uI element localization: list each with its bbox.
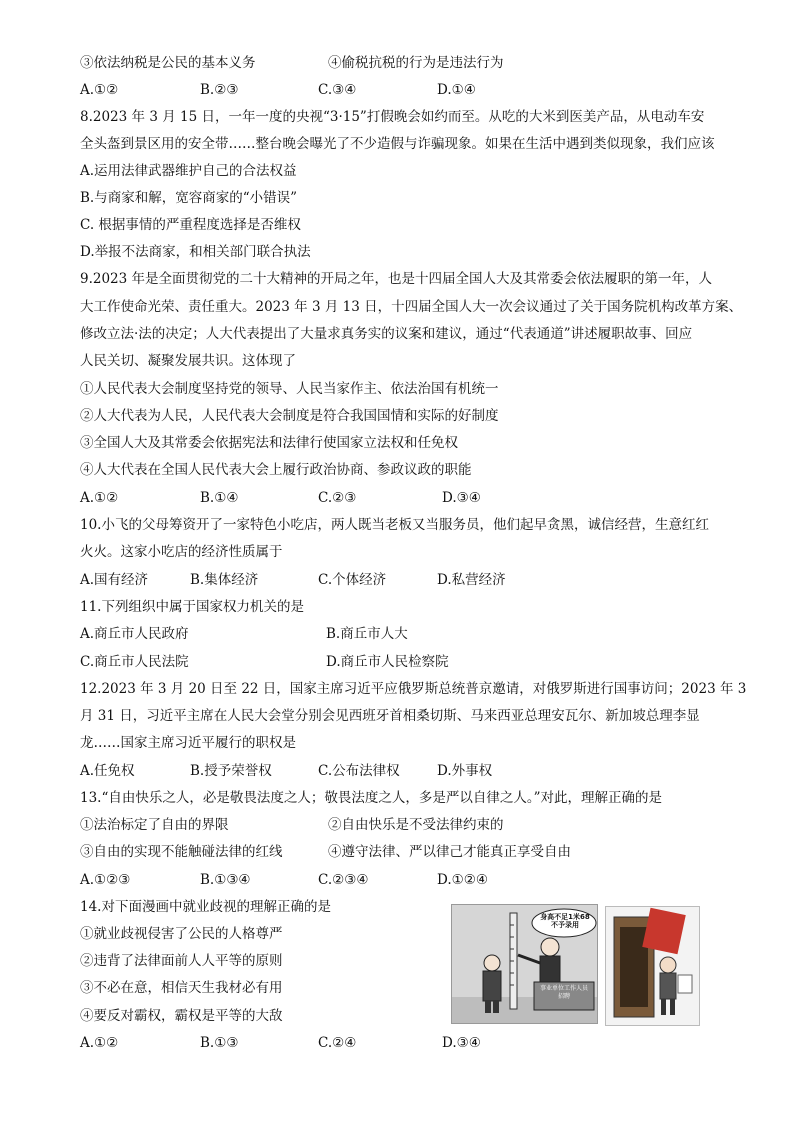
q7-option-b: B.②③ [200,82,239,98]
q10-option-a: A.国有经济 [80,572,149,588]
q10-option-c: C.个体经济 [318,572,387,588]
q7-statement-4: ④偷税抗税的行为是违法行为 [328,55,504,71]
q14-option-a: A.①② [80,1035,119,1051]
q9-statement-3: ③全国人大及其常委会依据宪法和法律行使国家立法权和任免权 [80,435,458,451]
q8-option-c: C. 根据事情的严重程度选择是否维权 [80,217,301,233]
q8-option-d: D.举报不法商家，和相关部门联合执法 [80,244,311,260]
q8-stem-line-1: 8.2023 年 3 月 15 日，一年一度的央视“3·15”打假晚会如约而至。从吃的大米到医美产品，从电动车安 [80,109,705,125]
cartoon-speech-text: 身高不足1米68 不予录用 [540,913,590,929]
q9-stem-line-1: 9.2023 年是全面贯彻党的二十大精神的开局之年，也是十四届全国人大及其常委会依法履职的第一年，人 [80,271,713,287]
q8-stem-line-2: 全头盔到景区用的安全带……整台晚会曝光了不少造假与诈骗现象。如果在生活中遇到类似现象，我们应该 [80,136,715,152]
cartoon-2-illustration [606,907,699,1025]
q13-option-a: A.①②③ [80,872,131,888]
cartoon-desk-sign: 事业单位工作人员 招聘 [539,985,588,1000]
q9-stem-line-2: 大工作使命光荣、责任重大。2023 年 3 月 13 日，十四届全国人大一次会议通过了关于国务院机构改革方案、 [80,299,743,315]
q11-option-c: C.商丘市人民法院 [80,654,189,670]
q11-stem: 11.下列组织中属于国家权力机关的是 [80,599,304,615]
q9-stem-line-4: 人民关切、凝聚发展共识。这体现了 [80,353,296,369]
q13-option-b: B.①③④ [200,872,251,888]
q12-option-d: D.外事权 [437,763,493,779]
q11-option-a: A.商丘市人民政府 [80,626,189,642]
q13-statement-4: ④遵守法律、严以律己才能真正享受自由 [328,844,571,860]
q12-stem-line-1: 12.2023 年 3 月 20 日至 22 日，国家主席习近平应俄罗斯总统普京邀请，对俄罗斯进行国事访问；2023 年 3 [80,681,747,697]
q9-option-d: D.③④ [442,490,481,506]
q12-stem-line-2: 月 31 日，习近平主席在人民大会堂分别会见西班牙首相桑切斯、马来西亚总理安瓦尔、新加坡总理李显 [80,708,700,724]
q9-option-b: B.①④ [200,490,239,506]
q11-option-b: B.商丘市人大 [326,626,408,642]
q8-option-b: B.与商家和解，宽容商家的“小错误” [80,190,298,206]
q7-statement-3: ③依法纳税是公民的基本义务 [80,55,256,71]
q8-option-a: A.运用法律武器维护自己的合法权益 [80,163,297,179]
q13-statement-1: ①法治标定了自由的界限 [80,817,229,833]
q12-option-b: B.授予荣誉权 [190,763,272,779]
q14-statement-1: ①就业歧视侵害了公民的人格尊严 [80,926,283,942]
q9-statement-1: ①人民代表大会制度坚持党的领导、人民当家作主、依法治国有机统一 [80,381,499,397]
q14-option-d: D.③④ [442,1035,481,1051]
q9-statement-2: ②人大代表为人民，人民代表大会制度是符合我国国情和实际的好制度 [80,408,499,424]
q9-stem-line-3: 修改立法·法的决定；人大代表提出了大量求真务实的议案和建议，通过“代表通道”讲述履职故事、回应 [80,326,693,342]
cartoon-job-seeker [605,906,700,1026]
q14-option-c: C.②④ [318,1035,357,1051]
q10-stem-line-2: 火火。这家小吃店的经济性质属于 [80,544,283,560]
q7-option-c: C.③④ [318,82,357,98]
q10-stem-line-1: 10.小飞的父母筹资开了一家特色小吃店，两人既当老板又当服务员，他们起早贪黑，诚信经营，生意红红 [80,517,709,533]
q14-statement-3: ③不必在意，相信天生我材必有用 [80,980,283,996]
q7-option-d: D.①④ [437,82,476,98]
q10-option-d: D.私营经济 [437,572,506,588]
q12-stem-line-3: 龙……国家主席习近平履行的职权是 [80,735,296,751]
q13-stem: 13.“自由快乐之人，必是敬畏法度之人；敬畏法度之人，多是严以自律之人。”对此，理解正确的是 [80,790,663,806]
q9-option-c: C.②③ [318,490,357,506]
q12-option-c: C.公布法律权 [318,763,400,779]
q13-option-d: D.①②④ [437,872,488,888]
q13-option-c: C.②③④ [318,872,369,888]
cartoon-height-discrimination [451,904,598,1024]
q14-statement-4: ④要反对霸权，霸权是平等的大敌 [80,1008,283,1024]
q13-statement-3: ③自由的实现不能触碰法律的红线 [80,844,283,860]
q14-option-b: B.①③ [200,1035,239,1051]
q13-statement-2: ②自由快乐是不受法律约束的 [328,817,504,833]
q14-stem: 14.对下面漫画中就业歧视的理解正确的是 [80,899,331,915]
q10-option-b: B.集体经济 [190,572,259,588]
q11-option-d: D.商丘市人民检察院 [326,654,449,670]
q12-option-a: A.任免权 [80,763,135,779]
q9-statement-4: ④人大代表在全国人民代表大会上履行政治协商、参政议政的职能 [80,462,472,478]
q7-option-a: A.①② [80,82,119,98]
q9-option-a: A.①② [80,490,119,506]
q14-statement-2: ②违背了法律面前人人平等的原则 [80,953,283,969]
